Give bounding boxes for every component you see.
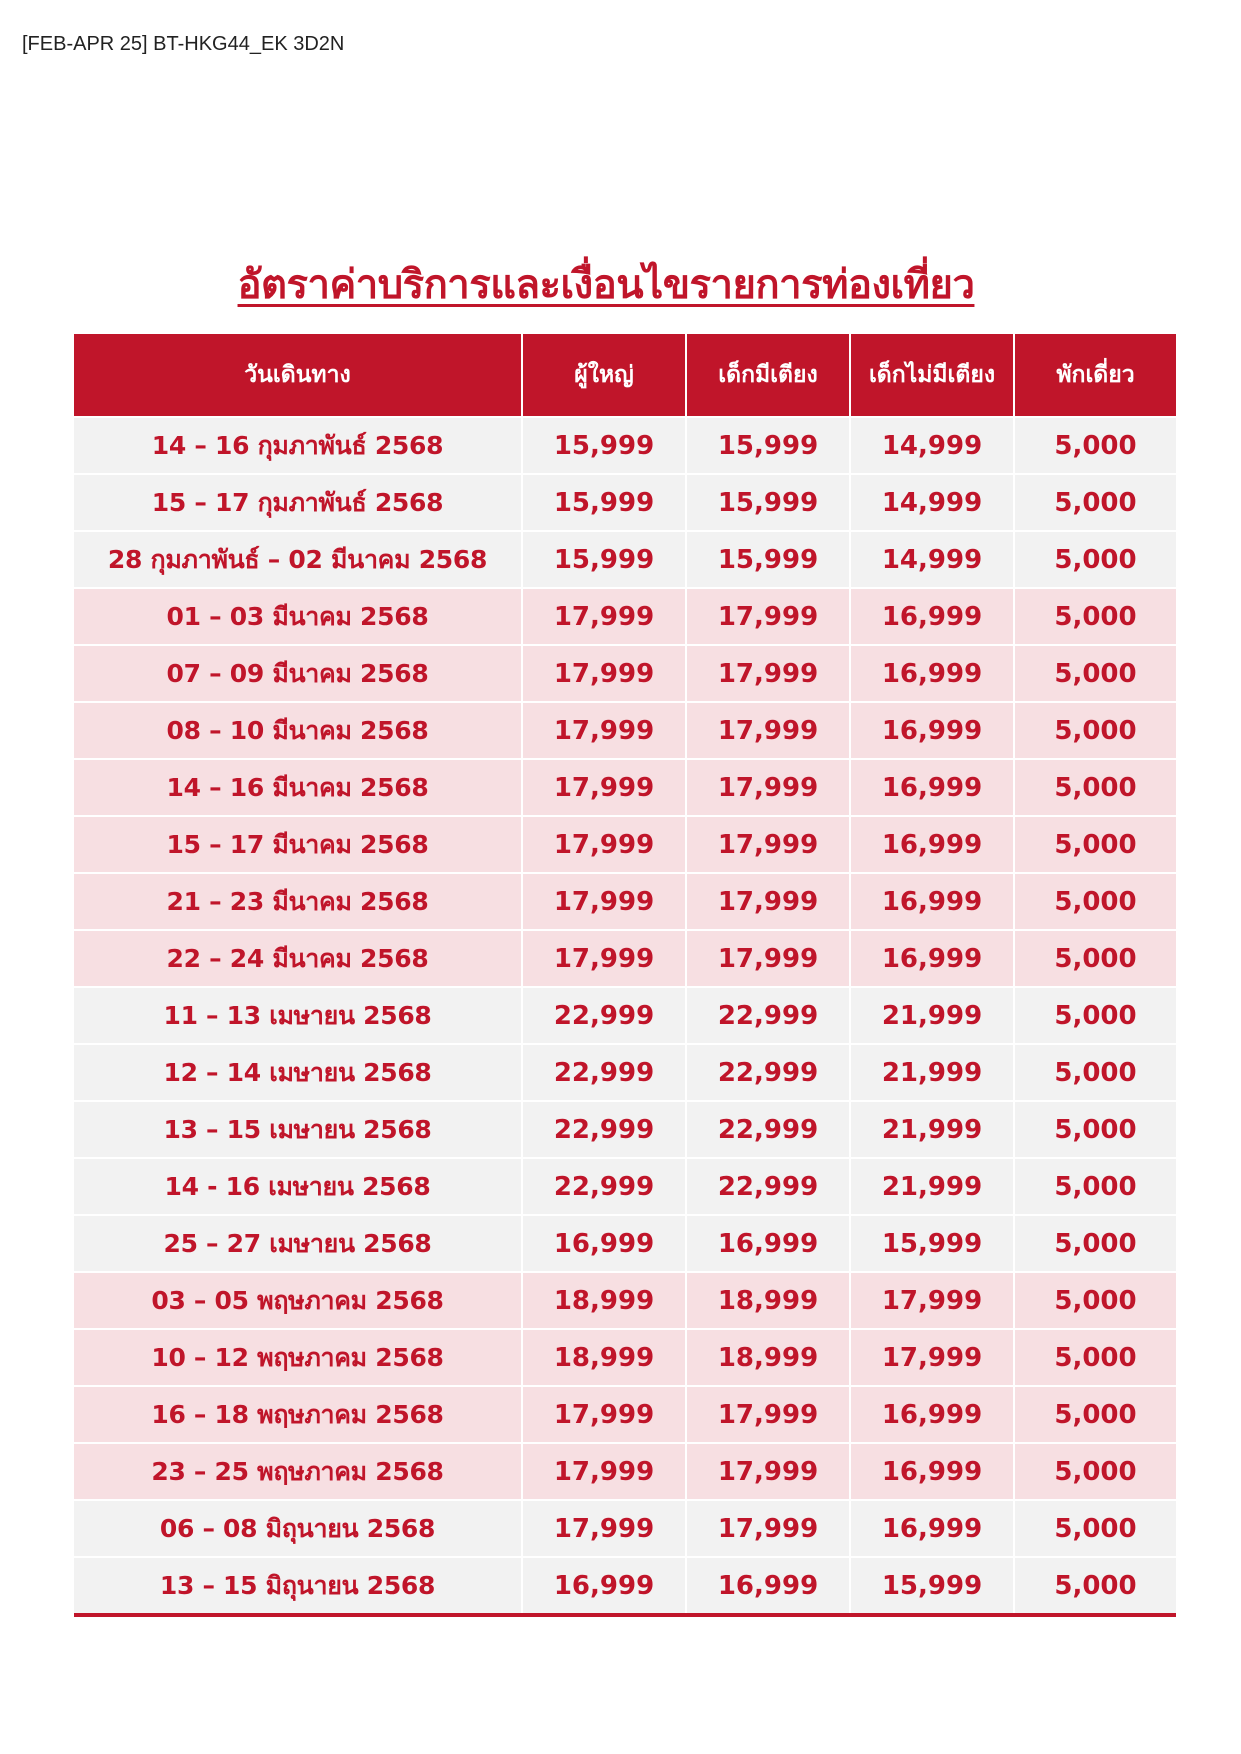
- adult-price-cell: 22,999: [522, 1158, 686, 1215]
- single-supplement-cell: 5,000: [1014, 1443, 1176, 1500]
- header-single-supplement: พักเดี่ยว: [1014, 334, 1176, 417]
- adult-price-cell: 17,999: [522, 873, 686, 930]
- single-supplement-cell: 5,000: [1014, 531, 1176, 588]
- table-row: [74, 987, 1176, 1044]
- single-supplement-cell: 5,000: [1014, 873, 1176, 930]
- page-code: [FEB-APR 25] BT-HKG44_EK 3D2N: [22, 33, 345, 55]
- header-travel-date: วันเดินทาง: [74, 334, 522, 417]
- travel-date-cell: 06 – 08 มิถุนายน 2568: [74, 1500, 522, 1557]
- adult-price-cell: 22,999: [522, 987, 686, 1044]
- adult-price-cell: 17,999: [522, 1500, 686, 1557]
- child-no-bed-price-cell: 14,999: [850, 474, 1014, 531]
- adult-price-cell: 22,999: [522, 1101, 686, 1158]
- travel-date-cell: 25 – 27 เมษายน 2568: [74, 1215, 522, 1272]
- child-no-bed-price-cell: 16,999: [850, 873, 1014, 930]
- single-supplement-cell: 5,000: [1014, 645, 1176, 702]
- child-no-bed-price-cell: 16,999: [850, 759, 1014, 816]
- child-with-bed-price-cell: 22,999: [686, 1158, 850, 1215]
- single-supplement-cell: 5,000: [1014, 1386, 1176, 1443]
- single-supplement-cell: 5,000: [1014, 702, 1176, 759]
- table-row: [74, 1101, 1176, 1158]
- adult-price-cell: 22,999: [522, 1044, 686, 1101]
- travel-date-cell: 28 กุมภาพันธ์ – 02 มีนาคม 2568: [74, 531, 522, 588]
- table-row: [74, 474, 1176, 531]
- child-with-bed-price-cell: 16,999: [686, 1215, 850, 1272]
- header-adult: ผู้ใหญ่: [522, 334, 686, 417]
- child-no-bed-price-cell: 14,999: [850, 531, 1014, 588]
- child-with-bed-price-cell: 15,999: [686, 531, 850, 588]
- table-row: [74, 588, 1176, 645]
- table-row: [74, 1215, 1176, 1272]
- child-no-bed-price-cell: 16,999: [850, 1386, 1014, 1443]
- single-supplement-cell: 5,000: [1014, 1101, 1176, 1158]
- travel-date-cell: 12 – 14 เมษายน 2568: [74, 1044, 522, 1101]
- travel-date-cell: 14 - 16 เมษายน 2568: [74, 1158, 522, 1215]
- travel-date-cell: 15 – 17 มีนาคม 2568: [74, 816, 522, 873]
- child-no-bed-price-cell: 17,999: [850, 1329, 1014, 1386]
- single-supplement-cell: 5,000: [1014, 474, 1176, 531]
- adult-price-cell: 17,999: [522, 645, 686, 702]
- table-row: [74, 816, 1176, 873]
- single-supplement-cell: 5,000: [1014, 987, 1176, 1044]
- table-row: [74, 1386, 1176, 1443]
- travel-date-cell: 10 – 12 พฤษภาคม 2568: [74, 1329, 522, 1386]
- adult-price-cell: 18,999: [522, 1329, 686, 1386]
- adult-price-cell: 16,999: [522, 1557, 686, 1615]
- child-no-bed-price-cell: 21,999: [850, 987, 1014, 1044]
- travel-date-cell: 13 – 15 เมษายน 2568: [74, 1101, 522, 1158]
- travel-date-cell: 01 – 03 มีนาคม 2568: [74, 588, 522, 645]
- table-row: [74, 645, 1176, 702]
- travel-date-cell: 22 – 24 มีนาคม 2568: [74, 930, 522, 987]
- single-supplement-cell: 5,000: [1014, 1557, 1176, 1615]
- adult-price-cell: 18,999: [522, 1272, 686, 1329]
- adult-price-cell: 17,999: [522, 930, 686, 987]
- table-row: [74, 759, 1176, 816]
- child-with-bed-price-cell: 17,999: [686, 816, 850, 873]
- child-with-bed-price-cell: 22,999: [686, 987, 850, 1044]
- price-table: [74, 334, 1176, 1617]
- header-child-with-bed: เด็กมีเตียง: [686, 334, 850, 417]
- child-with-bed-price-cell: 22,999: [686, 1101, 850, 1158]
- table-row: [74, 531, 1176, 588]
- table-row: [74, 702, 1176, 759]
- single-supplement-cell: 5,000: [1014, 1044, 1176, 1101]
- single-supplement-cell: 5,000: [1014, 930, 1176, 987]
- adult-price-cell: 15,999: [522, 417, 686, 474]
- table-row: [74, 417, 1176, 474]
- adult-price-cell: 16,999: [522, 1215, 686, 1272]
- single-supplement-cell: 5,000: [1014, 1215, 1176, 1272]
- table-header-row: [74, 334, 1176, 417]
- child-with-bed-price-cell: 17,999: [686, 1500, 850, 1557]
- child-no-bed-price-cell: 16,999: [850, 1500, 1014, 1557]
- page-title: อัตราค่าบริการและเงื่อนไขรายการท่องเที่ยว: [237, 262, 975, 308]
- child-with-bed-price-cell: 16,999: [686, 1557, 850, 1615]
- child-no-bed-price-cell: 17,999: [850, 1272, 1014, 1329]
- single-supplement-cell: 5,000: [1014, 1329, 1176, 1386]
- child-no-bed-price-cell: 16,999: [850, 1443, 1014, 1500]
- adult-price-cell: 17,999: [522, 759, 686, 816]
- child-no-bed-price-cell: 15,999: [850, 1215, 1014, 1272]
- child-with-bed-price-cell: 18,999: [686, 1329, 850, 1386]
- table-row: [74, 1158, 1176, 1215]
- child-with-bed-price-cell: 17,999: [686, 1443, 850, 1500]
- child-with-bed-price-cell: 17,999: [686, 588, 850, 645]
- adult-price-cell: 15,999: [522, 474, 686, 531]
- travel-date-cell: 07 – 09 มีนาคม 2568: [74, 645, 522, 702]
- adult-price-cell: 17,999: [522, 588, 686, 645]
- single-supplement-cell: 5,000: [1014, 417, 1176, 474]
- travel-date-cell: 11 – 13 เมษายน 2568: [74, 987, 522, 1044]
- child-with-bed-price-cell: 17,999: [686, 759, 850, 816]
- single-supplement-cell: 5,000: [1014, 588, 1176, 645]
- table-row: [74, 930, 1176, 987]
- single-supplement-cell: 5,000: [1014, 816, 1176, 873]
- table-row: [74, 1557, 1176, 1615]
- travel-date-cell: 03 – 05 พฤษภาคม 2568: [74, 1272, 522, 1329]
- single-supplement-cell: 5,000: [1014, 1272, 1176, 1329]
- adult-price-cell: 17,999: [522, 816, 686, 873]
- child-no-bed-price-cell: 16,999: [850, 930, 1014, 987]
- child-no-bed-price-cell: 16,999: [850, 645, 1014, 702]
- child-no-bed-price-cell: 21,999: [850, 1101, 1014, 1158]
- child-with-bed-price-cell: 15,999: [686, 474, 850, 531]
- adult-price-cell: 17,999: [522, 1443, 686, 1500]
- child-with-bed-price-cell: 15,999: [686, 417, 850, 474]
- child-with-bed-price-cell: 17,999: [686, 645, 850, 702]
- child-no-bed-price-cell: 16,999: [850, 816, 1014, 873]
- child-with-bed-price-cell: 17,999: [686, 873, 850, 930]
- child-with-bed-price-cell: 22,999: [686, 1044, 850, 1101]
- table-row: [74, 1443, 1176, 1500]
- travel-date-cell: 13 – 15 มิถุนายน 2568: [74, 1557, 522, 1615]
- child-with-bed-price-cell: 17,999: [686, 930, 850, 987]
- adult-price-cell: 15,999: [522, 531, 686, 588]
- travel-date-cell: 14 – 16 มีนาคม 2568: [74, 759, 522, 816]
- travel-date-cell: 21 – 23 มีนาคม 2568: [74, 873, 522, 930]
- travel-date-cell: 16 – 18 พฤษภาคม 2568: [74, 1386, 522, 1443]
- child-no-bed-price-cell: 21,999: [850, 1158, 1014, 1215]
- table-row: [74, 1500, 1176, 1557]
- child-no-bed-price-cell: 16,999: [850, 702, 1014, 759]
- child-no-bed-price-cell: 21,999: [850, 1044, 1014, 1101]
- table-row: [74, 1272, 1176, 1329]
- adult-price-cell: 17,999: [522, 1386, 686, 1443]
- child-with-bed-price-cell: 18,999: [686, 1272, 850, 1329]
- child-with-bed-price-cell: 17,999: [686, 702, 850, 759]
- travel-date-cell: 15 – 17 กุมภาพันธ์ 2568: [74, 474, 522, 531]
- single-supplement-cell: 5,000: [1014, 1500, 1176, 1557]
- adult-price-cell: 17,999: [522, 702, 686, 759]
- table-row: [74, 1044, 1176, 1101]
- child-no-bed-price-cell: 14,999: [850, 417, 1014, 474]
- single-supplement-cell: 5,000: [1014, 759, 1176, 816]
- travel-date-cell: 23 – 25 พฤษภาคม 2568: [74, 1443, 522, 1500]
- table-row: [74, 873, 1176, 930]
- header-child-no-bed: เด็กไม่มีเตียง: [850, 334, 1014, 417]
- child-no-bed-price-cell: 16,999: [850, 588, 1014, 645]
- travel-date-cell: 08 – 10 มีนาคม 2568: [74, 702, 522, 759]
- single-supplement-cell: 5,000: [1014, 1158, 1176, 1215]
- child-with-bed-price-cell: 17,999: [686, 1386, 850, 1443]
- travel-date-cell: 14 – 16 กุมภาพันธ์ 2568: [74, 417, 522, 474]
- table-row: [74, 1329, 1176, 1386]
- child-no-bed-price-cell: 15,999: [850, 1557, 1014, 1615]
